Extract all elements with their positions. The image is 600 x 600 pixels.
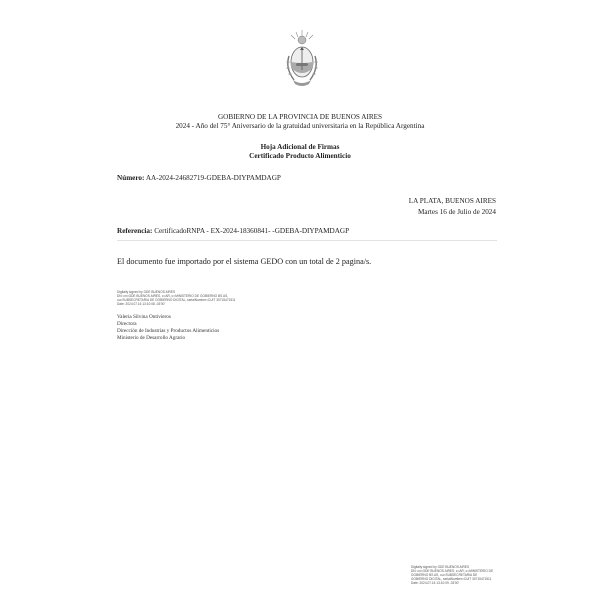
body-text: El documento fue importado por el sistema GEDO con un total de 2 pagina/s. <box>117 257 372 266</box>
year-motto: 2024 - Año del 75° Aniversario de la gratuidad universitaria en la República Argentina <box>175 122 425 130</box>
signer-department: Dirección de Industrias y Productos Alimenticios <box>117 328 220 334</box>
place: LA PLATA, BUENOS AIRES <box>408 197 496 205</box>
reference-label: Referencia: <box>117 227 153 235</box>
reference-value: CertificadoRNPA - EX-2024-18360841- -GDEBA-DIYPAMDAGP <box>154 227 350 235</box>
document-number <box>117 174 281 182</box>
digital-signature-line: Date: 2024.07.16 13:10:08 -03'00' <box>117 302 166 306</box>
document-subtitle: Certificado Producto Alimenticio <box>249 152 351 160</box>
provincial-seal-icon <box>282 28 322 92</box>
document-title: Hoja Adicional de Firmas <box>260 143 340 151</box>
digital-signature-line: ou=SUBSECRETARIA DE GOBIERNO DIGITAL, serialNumber=CUIT 30715471511 <box>117 298 236 302</box>
digital-signature-line: GOBIERNO DIGITAL, serialNumber=CUIT 30715471511 <box>411 577 492 581</box>
government-header: GOBIERNO DE LA PROVINCIA DE BUENOS AIRES <box>217 113 383 121</box>
digital-signature-line: Digitally signed by GDE BUENOS AIRES <box>411 565 470 569</box>
digital-signature-line: DN: cn=GDE BUENOS AIRES, c=AR, o=MINISTERIO DE GOBIERNO BS AS, <box>117 294 229 298</box>
signer-block <box>117 314 219 342</box>
document-number-label: Número: <box>117 174 145 182</box>
divider <box>117 240 497 241</box>
place-and-date <box>409 196 496 218</box>
digital-signature-line: Date: 2024.07.16 13:10:09 -03'00' <box>411 581 460 585</box>
document-number-value: AA-2024-24682719-GDEBA-DIYPAMDAGP <box>145 174 281 182</box>
digital-signature-line: GOBIERNO BS AS, ou=SUBSECRETARIA DE <box>411 573 478 577</box>
digital-signature-stamp-footer <box>411 565 493 585</box>
signer-role: Directora <box>117 321 137 327</box>
digital-signature-line: DN: cn=GDE BUENOS AIRES, c=AR, o=MINISTERIO DE <box>411 569 494 573</box>
digital-signature-stamp <box>117 290 235 306</box>
date: Martes 16 de Julio de 2024 <box>417 208 496 216</box>
reference <box>117 227 349 235</box>
signer-ministry: Ministerio de Desarrollo Agrario <box>117 335 186 341</box>
digital-signature-line: Digitally signed by GDE BUENOS AIRES <box>117 290 176 294</box>
signer-name: Valeria Silvina Ontivieros <box>117 314 171 320</box>
